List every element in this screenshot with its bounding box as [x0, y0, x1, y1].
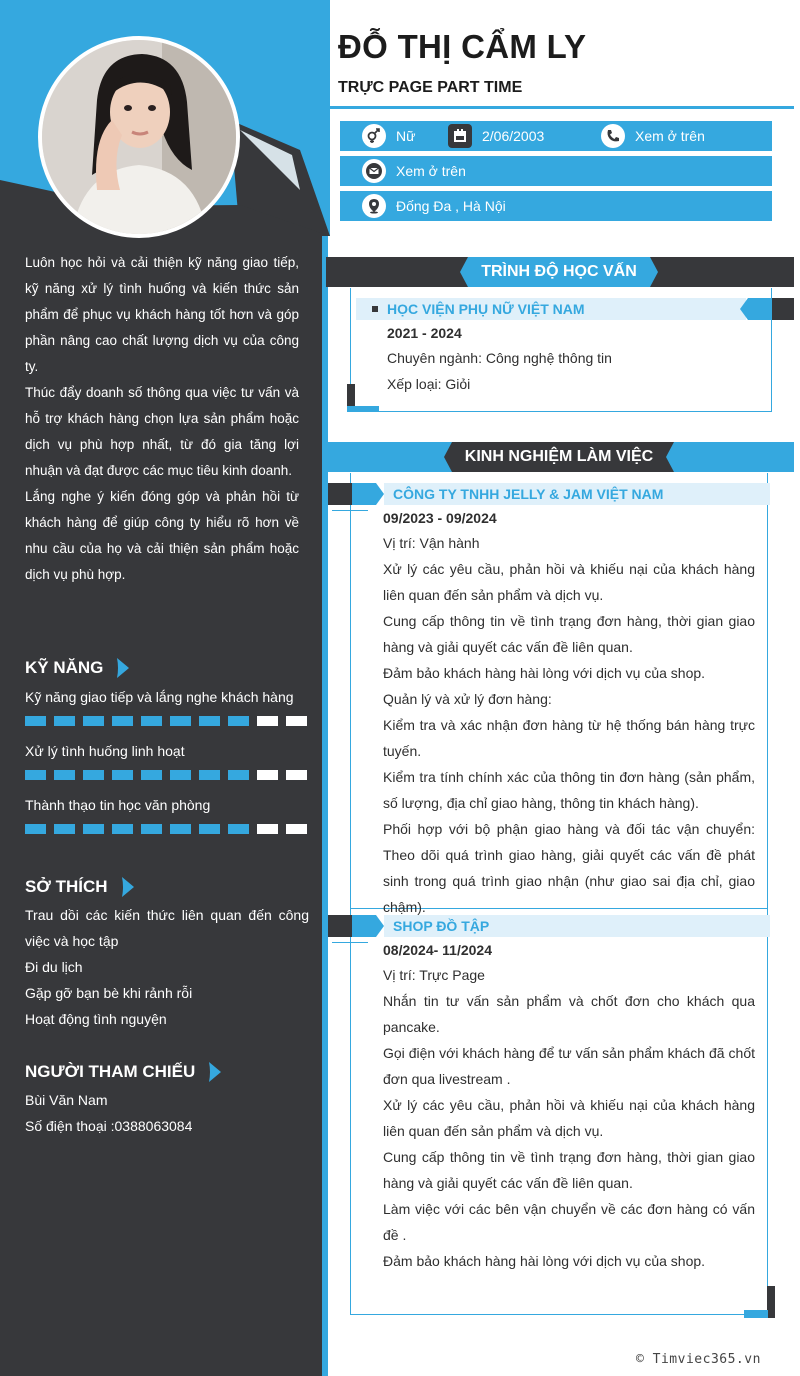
job-time: 09/2023 - 09/2024: [383, 510, 497, 526]
hobby-item: Hoạt động tình nguyện: [25, 1011, 167, 1027]
career-summary: [25, 250, 299, 588]
education-corner-mark: [347, 406, 379, 412]
skill-level-bar: [25, 824, 309, 834]
job-description: [383, 530, 755, 920]
job-marker-decoration: [328, 483, 384, 505]
job-marker-line: [332, 510, 368, 511]
job-marker-line: [332, 942, 368, 943]
skill-segment: [54, 770, 75, 780]
calendar-icon: [448, 124, 472, 148]
job-line: Nhắn tin tư vấn sản phẩm và chốt đơn cho khách qua pancake.: [383, 993, 755, 1035]
phone-icon: [601, 124, 625, 148]
candidate-name: ĐỖ THỊ CẨM LY: [338, 28, 587, 65]
skill-segment: [83, 770, 104, 780]
arrow-right-icon: [120, 876, 136, 898]
address-value: Đống Đa , Hà Nội: [396, 198, 506, 214]
skill-segment: [25, 770, 46, 780]
job-time: 08/2024- 11/2024: [383, 942, 492, 958]
job-line: Xử lý các yêu cầu, phản hồi và khiếu nại của khách hàng liên quan đến sản phẩm và dịch vụ.: [383, 1097, 755, 1139]
job-company: CÔNG TY TNHH JELLY & JAM VIỆT NAM: [393, 486, 664, 502]
email-value: Xem ở trên: [396, 163, 466, 179]
skill-segment: [112, 716, 133, 726]
skill-segment: [83, 824, 104, 834]
skill-segment: [112, 770, 133, 780]
info-row-email: [340, 156, 772, 186]
skill-name: Thành thạo tin học văn phòng: [25, 797, 211, 813]
education-time: 2021 - 2024: [387, 325, 462, 341]
location-pin-icon: [362, 194, 386, 218]
gender-value: Nữ: [396, 128, 416, 144]
skill-segment: [199, 824, 220, 834]
education-band: [326, 257, 794, 287]
skill-segment: [199, 716, 220, 726]
education-corner-decoration: [740, 298, 794, 320]
skills-title: [25, 656, 309, 680]
skill-level-bar: [25, 716, 309, 726]
job-line: Vị trí: Vận hành: [383, 535, 480, 551]
arrow-right-icon: [115, 657, 131, 679]
skill-level-bar: [25, 770, 309, 780]
summary-paragraph: Thúc đẩy doanh số thông qua việc tư vấn và hỗ trợ khách hàng chọn lựa sản phẩm hoặc dịch vụ phù hợp nhất, từ đó gia tăng lợi nhuận và đạt được các mục tiêu kinh doanh.: [25, 385, 299, 478]
job-line: Đảm bảo khách hàng hài lòng với dịch vụ của shop.: [383, 665, 706, 681]
skill-segment: [54, 716, 75, 726]
skill-segment: [170, 770, 191, 780]
skill-segment: [286, 770, 307, 780]
skill-segment: [257, 824, 278, 834]
skill-segment: [141, 716, 162, 726]
hobby-item: Trau dồi các kiến thức liên quan đến công việc và học tập: [25, 907, 309, 949]
skill-name: Kỹ năng giao tiếp và lắng nghe khách hàng: [25, 689, 294, 705]
email-item: [362, 159, 466, 183]
skill-segment: [286, 824, 307, 834]
phone-value: Xem ở trên: [635, 128, 705, 144]
experience-band: [326, 442, 794, 472]
education-school: HỌC VIỆN PHỤ NỮ VIỆT NAM: [387, 301, 585, 317]
skill-segment: [257, 770, 278, 780]
job-line: Kiểm tra và xác nhận đơn hàng từ hệ thống bán hàng trực tuyến.: [383, 717, 755, 759]
footer-credit: © Timviec365.vn: [636, 1352, 761, 1367]
job-company-bar: [384, 483, 770, 505]
job-line: Xử lý các yêu cầu, phản hồi và khiếu nại của khách hàng liên quan đến sản phẩm và dịch vụ.: [383, 561, 755, 603]
arrow-right-icon: [207, 1061, 223, 1083]
references-title-text: NGƯỜI THAM CHIẾU: [25, 1062, 196, 1081]
skill-segment: [257, 716, 278, 726]
job-line: Phối hợp với bộ phận giao hàng và đối tác vận chuyển: Theo dõi quá trình giao hàng, giải quyết các vấn đề phát sinh trong quá trình giao nhận (như giao sai địa chỉ, giao chậm).: [383, 821, 755, 915]
skill-segment: [54, 824, 75, 834]
references-section: [25, 1060, 309, 1139]
reference-phone: Số điện thoại :0388063084: [25, 1118, 193, 1134]
skill-segment: [112, 824, 133, 834]
skill-segment: [170, 716, 191, 726]
job-company-bar: [384, 915, 770, 937]
summary-paragraph: Lắng nghe ý kiến đóng góp và phản hồi từ khách hàng để giúp công ty hiểu rõ hơn về nhu cầu của họ và cải thiện sản phẩm hoặc dịch vụ phù hợp.: [25, 489, 299, 582]
sidebar-accent-stripe: [322, 232, 328, 1376]
hobbies-title: [25, 875, 309, 899]
education-major: Chuyên ngành: Công nghệ thông tin: [387, 350, 612, 366]
gender-item: [362, 124, 415, 148]
job-line: Kiểm tra tính chính xác của thông tin đơn hàng (sản phẩm, số lượng, địa chỉ giao hàng, thông tin khách hàng).: [383, 769, 755, 811]
avatar-illustration: [42, 40, 236, 234]
candidate-position: TRỰC PAGE PART TIME: [338, 79, 523, 96]
skill-segment: [25, 824, 46, 834]
skill-segment: [228, 770, 249, 780]
job-company: SHOP ĐỒ TẬP: [393, 918, 490, 934]
mail-icon: [362, 159, 386, 183]
skill-segment: [25, 716, 46, 726]
skill-segment: [141, 770, 162, 780]
skills-title-text: KỸ NĂNG: [25, 658, 104, 677]
education-title: TRÌNH ĐỘ HỌC VẤN: [481, 263, 637, 280]
gender-icon: [362, 124, 386, 148]
job-line: Đảm bảo khách hàng hài lòng với dịch vụ của shop.: [383, 1253, 706, 1269]
end-corner-mark: [744, 1310, 768, 1318]
skill-segment: [286, 716, 307, 726]
skill-name: Xử lý tình huống linh hoạt: [25, 743, 185, 759]
job-description: [383, 962, 755, 1274]
birthday-value: 2/06/2003: [482, 128, 545, 144]
job-line: Cung cấp thông tin về tình trạng đơn hàng, thời gian giao hàng và giải quyết các vấn đề liên quan.: [383, 613, 755, 655]
hobby-item: Gặp gỡ bạn bè khi rảnh rỗi: [25, 985, 193, 1001]
address-item: [362, 194, 506, 218]
job-line: Quản lý và xử lý đơn hàng:: [383, 691, 552, 707]
job-marker-decoration: [328, 915, 384, 937]
phone-item: [601, 124, 705, 148]
education-grade: Xếp loại: Giỏi: [387, 376, 471, 392]
experience-title: KINH NGHIỆM LÀM VIỆC: [464, 448, 654, 465]
job-line: Làm việc với các bên vận chuyển về các đơn hàng có vấn đề .: [383, 1201, 755, 1243]
hobbies-title-text: SỞ THÍCH: [25, 877, 108, 896]
avatar: [38, 36, 240, 238]
skill-segment: [83, 716, 104, 726]
references-title: [25, 1060, 309, 1084]
end-corner-mark: [767, 1286, 775, 1318]
skill-segment: [228, 824, 249, 834]
job-line: Cung cấp thông tin về tình trạng đơn hàng, thời gian giao hàng và giải quyết các vấn đề liên quan.: [383, 1149, 755, 1191]
info-row-address: [340, 191, 772, 221]
hobbies-section: [25, 875, 309, 1032]
job-line: Vị trí: Trực Page: [383, 967, 485, 983]
birthday-item: [448, 124, 544, 148]
skill-segment: [228, 716, 249, 726]
job-line: Gọi điện với khách hàng để tư vấn sản phẩm khách đã chốt đơn qua livestream .: [383, 1045, 755, 1087]
header-divider: [326, 106, 794, 109]
reference-name: Bùi Văn Nam: [25, 1092, 108, 1108]
skills-section: [25, 656, 309, 834]
summary-paragraph: Luôn học hỏi và cải thiện kỹ năng giao tiếp, kỹ năng xử lý tình huống và kiến thức sản phẩm để phục vụ khách hàng tốt hơn và góp phần nâng cao chất lượng dịch vụ của công ty.: [25, 255, 299, 374]
education-school-bar: [356, 298, 746, 320]
bullet-square-icon: [372, 306, 378, 312]
info-row-personal: [340, 121, 772, 151]
skill-segment: [141, 824, 162, 834]
education-corner-mark: [347, 384, 355, 406]
skill-segment: [199, 770, 220, 780]
skill-segment: [170, 824, 191, 834]
hobby-item: Đi du lịch: [25, 959, 83, 975]
